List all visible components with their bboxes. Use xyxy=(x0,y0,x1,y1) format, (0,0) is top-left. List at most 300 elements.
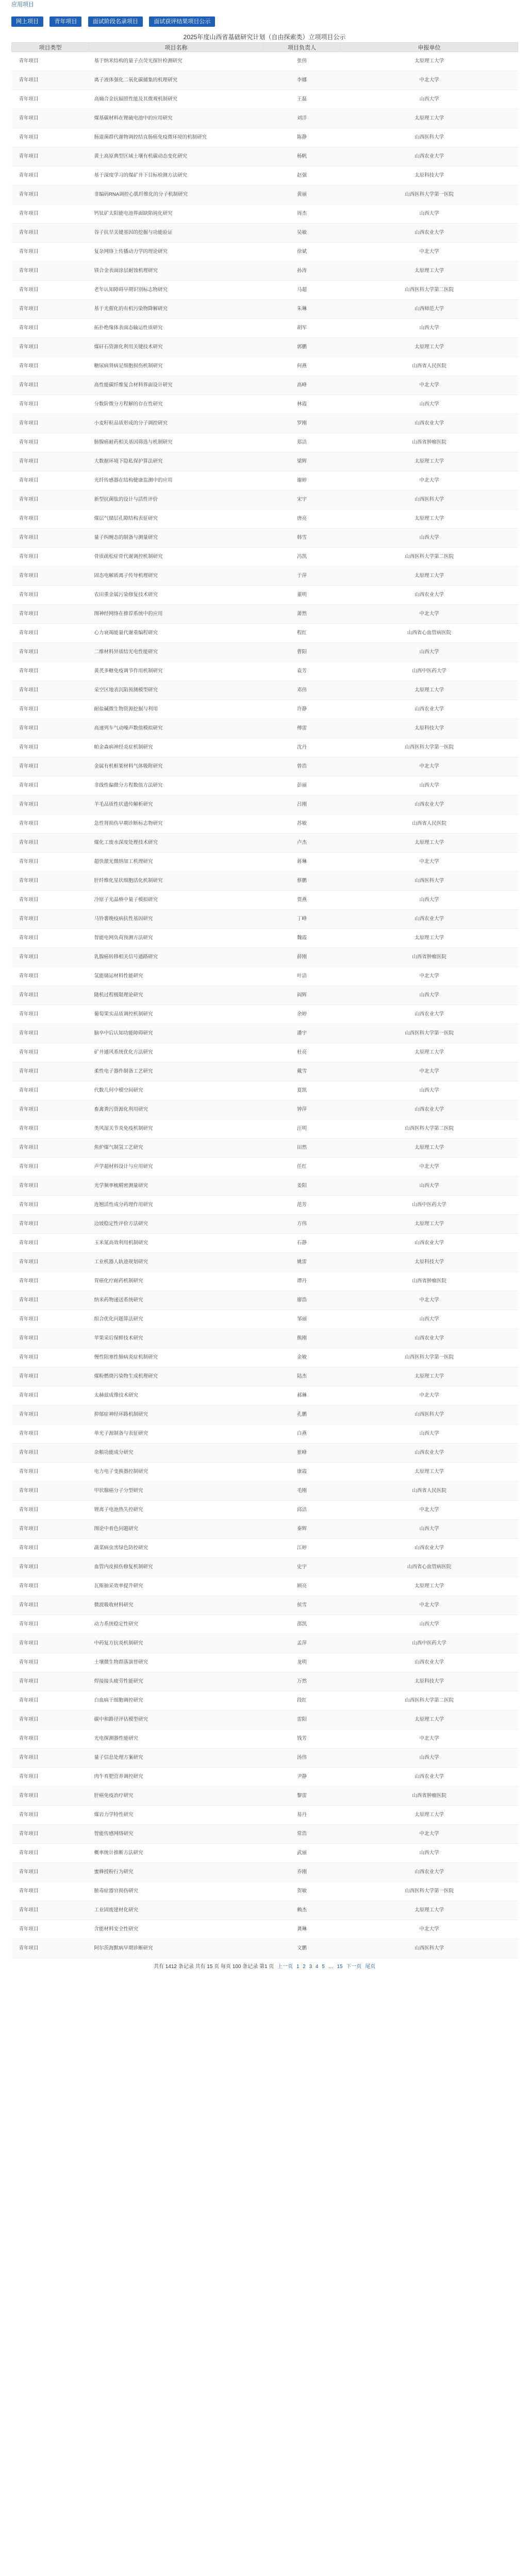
project-type-cell: 青年项目 xyxy=(12,1367,89,1386)
project-type-cell: 青年项目 xyxy=(12,1291,89,1310)
table-row xyxy=(12,319,518,338)
applicant-unit-cell: 山西大学 xyxy=(341,1615,518,1634)
project-name-cell: 二维材料异质结光电性能研究 xyxy=(89,643,263,662)
project-type-cell: 青年项目 xyxy=(12,1253,89,1272)
table-row xyxy=(12,1463,518,1482)
tab-bar xyxy=(0,9,529,32)
project-leader-cell: 谭丹 xyxy=(263,1272,341,1291)
project-type-cell: 青年项目 xyxy=(12,1634,89,1653)
page-link-1[interactable]: 1 xyxy=(296,1964,300,1970)
applicant-unit-cell: 山西医科大学 xyxy=(341,490,518,510)
project-type-cell: 青年项目 xyxy=(12,1215,89,1234)
project-name-cell: 固态电解质离子传导机理研究 xyxy=(89,567,263,586)
page-link-2[interactable]: 2 xyxy=(303,1964,306,1970)
table-row xyxy=(12,586,518,605)
project-name-cell: 焦炉煤气制氢工艺研究 xyxy=(89,1139,263,1158)
applicant-unit-cell: 太原理工大学 xyxy=(341,262,518,281)
project-leader-cell: 任红 xyxy=(263,1158,341,1177)
table-row xyxy=(12,262,518,281)
project-leader-cell: 金敏 xyxy=(263,1348,341,1367)
project-name-cell: 肉牛育肥营养调控研究 xyxy=(89,1768,263,1787)
applicant-unit-cell: 山西大学 xyxy=(341,205,518,224)
table-row xyxy=(12,1272,518,1291)
project-name-cell: 智能电网负荷预测方法研究 xyxy=(89,929,263,948)
project-name-cell: 基于深度学习的煤矿井下目标检测方法研究 xyxy=(89,166,263,185)
project-leader-cell: 文鹏 xyxy=(263,1939,341,1958)
project-leader-cell: 姜阳 xyxy=(263,1177,341,1196)
project-name-cell: 煤基碳材料在锂硫电池中的应用研究 xyxy=(89,109,263,128)
table-row xyxy=(12,795,518,815)
table-row xyxy=(12,1863,518,1882)
table-row xyxy=(12,1920,518,1939)
table-row xyxy=(12,662,518,681)
table-row xyxy=(12,300,518,319)
applicant-unit-cell: 太原科技大学 xyxy=(341,719,518,738)
table-row xyxy=(12,605,518,624)
table-row xyxy=(12,90,518,109)
project-type-cell: 青年项目 xyxy=(12,834,89,853)
project-leader-cell: 钱芳 xyxy=(263,1730,341,1749)
project-leader-cell: 汪明 xyxy=(263,1120,341,1139)
applicant-unit-cell: 山西农业大学 xyxy=(341,1539,518,1558)
project-name-cell: 肠道菌群代谢物调控结直肠癌免疫微环境的机制研究 xyxy=(89,128,263,147)
project-type-cell: 青年项目 xyxy=(12,738,89,757)
project-leader-cell: 熊刚 xyxy=(263,1329,341,1348)
applicant-unit-cell: 中北大学 xyxy=(341,1501,518,1520)
project-leader-cell: 程红 xyxy=(263,624,341,643)
project-name-cell: 采空区地表沉陷预测模型研究 xyxy=(89,681,263,700)
project-leader-cell: 韩雪 xyxy=(263,529,341,548)
project-name-cell: 碳中和路径评估模型研究 xyxy=(89,1710,263,1730)
table-row xyxy=(12,1901,518,1920)
table-row xyxy=(12,643,518,662)
project-leader-cell: 郭鹏 xyxy=(263,338,341,357)
applicant-unit-cell: 山西大学 xyxy=(341,1425,518,1444)
table-row xyxy=(12,624,518,643)
project-type-cell: 青年项目 xyxy=(12,1844,89,1863)
project-type-cell: 青年项目 xyxy=(12,1386,89,1405)
applicant-unit-cell: 山西农业大学 xyxy=(341,1329,518,1348)
project-leader-cell: 顾亮 xyxy=(263,1577,341,1596)
project-leader-cell: 郝琳 xyxy=(263,1386,341,1405)
project-type-cell: 青年项目 xyxy=(12,681,89,700)
project-leader-cell: 卢杰 xyxy=(263,834,341,853)
table-row xyxy=(12,967,518,986)
project-leader-cell: 余婷 xyxy=(263,1005,341,1024)
project-name-cell: 糖尿病肾病足细胞损伤机制研究 xyxy=(89,357,263,376)
applicant-unit-cell: 太原科技大学 xyxy=(341,166,518,185)
project-name-cell: 超快激光微纳加工机理研究 xyxy=(89,853,263,872)
project-type-cell: 青年项目 xyxy=(12,1520,89,1539)
prev-page-link[interactable]: 上一页 xyxy=(277,1964,293,1970)
table-row xyxy=(12,109,518,128)
table-row xyxy=(12,1730,518,1749)
project-name-cell: 含能材料安全性研究 xyxy=(89,1920,263,1939)
project-leader-cell: 冯凯 xyxy=(263,548,341,567)
project-type-cell: 青年项目 xyxy=(12,185,89,205)
project-name-cell: 氢能储运材料性能研究 xyxy=(89,967,263,986)
project-name-cell: 工业机器人轨迹规划研究 xyxy=(89,1253,263,1272)
project-name-cell: 高性能碳纤维复合材料界面设计研究 xyxy=(89,376,263,395)
table-row xyxy=(12,1367,518,1386)
applicant-unit-cell: 山西大学 xyxy=(341,891,518,910)
project-leader-cell: 易丹 xyxy=(263,1806,341,1825)
project-name-cell: 组合优化问题算法研究 xyxy=(89,1310,263,1329)
project-leader-cell: 杜亮 xyxy=(263,1043,341,1062)
project-leader-cell: 廖浩 xyxy=(263,1291,341,1310)
project-name-cell: 蔬菜病虫害绿色防控研究 xyxy=(89,1539,263,1558)
project-leader-cell: 傅雷 xyxy=(263,719,341,738)
project-name-cell: 甲状腺癌分子分型研究 xyxy=(89,1482,263,1501)
applicant-unit-cell: 山西省肿瘤医院 xyxy=(341,1272,518,1291)
table-row xyxy=(12,1482,518,1501)
table-row xyxy=(12,414,518,433)
project-name-cell: 帕金森病神经炎症机制研究 xyxy=(89,738,263,757)
table-row xyxy=(12,1939,518,1958)
project-name-cell: 纳米药物递送系统研究 xyxy=(89,1291,263,1310)
project-type-cell: 青年项目 xyxy=(12,281,89,300)
project-name-cell: 煤化工废水深度处理技术研究 xyxy=(89,834,263,853)
table-row xyxy=(12,166,518,185)
project-type-cell: 青年项目 xyxy=(12,891,89,910)
applicant-unit-cell: 山西医科大学第二医院 xyxy=(341,548,518,567)
project-type-cell: 青年项目 xyxy=(12,147,89,166)
project-name-cell: 分数阶微分方程解的存在性研究 xyxy=(89,395,263,414)
project-name-cell: 煤层气储层孔隙结构表征研究 xyxy=(89,510,263,529)
project-type-cell: 青年项目 xyxy=(12,1768,89,1787)
project-name-cell: 焊接接头疲劳性能研究 xyxy=(89,1672,263,1691)
project-type-cell: 青年项目 xyxy=(12,90,89,109)
applicant-unit-cell: 中北大学 xyxy=(341,71,518,90)
project-name-cell: 胃癌化疗耐药机制研究 xyxy=(89,1272,263,1291)
table-row xyxy=(12,1596,518,1615)
project-type-cell: 青年项目 xyxy=(12,357,89,376)
applicant-unit-cell: 太原理工大学 xyxy=(341,338,518,357)
applicant-unit-cell: 太原理工大学 xyxy=(341,1367,518,1386)
project-type-cell: 青年项目 xyxy=(12,1596,89,1615)
project-name-cell: 抑郁症神经环路机制研究 xyxy=(89,1405,263,1425)
project-leader-cell: 汤伟 xyxy=(263,1749,341,1768)
table-row xyxy=(12,1234,518,1253)
project-type-cell: 青年项目 xyxy=(12,414,89,433)
table-row xyxy=(12,1196,518,1215)
applicant-unit-cell: 山西农业大学 xyxy=(341,1100,518,1120)
applicant-unit-cell: 中北大学 xyxy=(341,376,518,395)
project-type-cell: 青年项目 xyxy=(12,1177,89,1196)
project-leader-cell: 乔刚 xyxy=(263,1863,341,1882)
project-type-cell: 青年项目 xyxy=(12,1329,89,1348)
project-type-cell: 青年项目 xyxy=(12,1710,89,1730)
project-name-cell: 谷子抗旱关键基因的挖掘与功能验证 xyxy=(89,224,263,243)
tab-online-projects[interactable]: 网上项目 xyxy=(11,16,43,27)
project-name-cell: 光纤传感器在结构健康监测中的应用 xyxy=(89,471,263,490)
table-row xyxy=(12,338,518,357)
project-type-cell: 青年项目 xyxy=(12,662,89,681)
project-leader-cell: 邓伟 xyxy=(263,681,341,700)
table-row xyxy=(12,243,518,262)
project-type-cell: 青年项目 xyxy=(12,338,89,357)
project-type-cell: 青年项目 xyxy=(12,109,89,128)
project-name-cell: 代数几何中模空间研究 xyxy=(89,1081,263,1100)
table-row xyxy=(12,1844,518,1863)
table-row xyxy=(12,815,518,834)
project-leader-cell: 崔峰 xyxy=(263,1444,341,1463)
project-leader-cell: 夏凯 xyxy=(263,1081,341,1100)
project-leader-cell: 马超 xyxy=(263,281,341,300)
table-row xyxy=(12,1024,518,1043)
project-name-cell: 脑卒中后认知功能障碍研究 xyxy=(89,1024,263,1043)
project-name-cell: 中药复方抗炎机制研究 xyxy=(89,1634,263,1653)
page-ellipsis: … xyxy=(328,1964,334,1970)
page-link-3[interactable]: 3 xyxy=(309,1964,312,1970)
project-leader-cell: 龚琳 xyxy=(263,1920,341,1939)
project-leader-cell: 宋宇 xyxy=(263,490,341,510)
project-type-cell: 青年项目 xyxy=(12,1100,89,1120)
project-leader-cell: 阎辉 xyxy=(263,986,341,1005)
project-name-cell: 慢性阻塞性肺病炎症机制研究 xyxy=(89,1348,263,1367)
project-leader-cell: 薛刚 xyxy=(263,948,341,967)
project-leader-cell: 贾燕 xyxy=(263,891,341,910)
project-name-cell: 动力系统稳定性研究 xyxy=(89,1615,263,1634)
project-leader-cell: 于萍 xyxy=(263,567,341,586)
project-name-cell: 连翘活性成分药理作用研究 xyxy=(89,1196,263,1215)
applicant-unit-cell: 山西省人民医院 xyxy=(341,1482,518,1501)
project-leader-cell: 魏霞 xyxy=(263,929,341,948)
tab-interview-results[interactable]: 面试获评结果项目公示 xyxy=(149,16,215,27)
project-type-cell: 青年项目 xyxy=(12,1425,89,1444)
project-name-cell: 量子信息处理方案研究 xyxy=(89,1749,263,1768)
project-name-cell: 玉米氮高效利用机制研究 xyxy=(89,1234,263,1253)
project-type-cell: 青年项目 xyxy=(12,471,89,490)
project-name-cell: 智能传感网络研究 xyxy=(89,1825,263,1844)
page-link-4[interactable]: 4 xyxy=(315,1964,319,1970)
table-row xyxy=(12,834,518,853)
table-row xyxy=(12,1787,518,1806)
project-type-cell: 青年项目 xyxy=(12,1539,89,1558)
breadcrumb[interactable]: 应用项目 xyxy=(11,2,34,8)
applicant-unit-cell: 中北大学 xyxy=(341,1386,518,1405)
table-row xyxy=(12,738,518,757)
table-row xyxy=(12,1310,518,1329)
next-page-link[interactable]: 下一页 xyxy=(346,1964,362,1970)
applicant-unit-cell: 中北大学 xyxy=(341,605,518,624)
table-row xyxy=(12,1291,518,1310)
table-row xyxy=(12,776,518,795)
project-leader-cell: 武丽 xyxy=(263,1844,341,1863)
project-name-cell: 类风湿关节炎免疫机制研究 xyxy=(89,1120,263,1139)
project-name-cell: 血管内皮损伤修复机制研究 xyxy=(89,1558,263,1577)
project-type-cell: 青年项目 xyxy=(12,1272,89,1291)
applicant-unit-cell: 太原理工大学 xyxy=(341,1710,518,1730)
page-link-5[interactable]: 5 xyxy=(322,1964,325,1970)
project-type-cell: 青年项目 xyxy=(12,967,89,986)
project-leader-cell: 罗刚 xyxy=(263,414,341,433)
applicant-unit-cell: 山西农业大学 xyxy=(341,910,518,929)
applicant-unit-cell: 山西大学 xyxy=(341,1310,518,1329)
project-leader-cell: 邱洁 xyxy=(263,1501,341,1520)
page-link-last-number[interactable]: 15 xyxy=(337,1964,343,1970)
project-leader-cell: 郑洁 xyxy=(263,433,341,452)
project-type-cell: 青年项目 xyxy=(12,757,89,776)
project-name-cell: 黄芪多糖免疫调节作用机制研究 xyxy=(89,662,263,681)
project-type-cell: 青年项目 xyxy=(12,1158,89,1177)
project-name-cell: 矿井通风系统优化方法研究 xyxy=(89,1043,263,1062)
applicant-unit-cell: 山西医科大学第一医院 xyxy=(341,738,518,757)
applicant-unit-cell: 太原理工大学 xyxy=(341,1215,518,1234)
project-name-cell: 农田重金属污染修复技术研究 xyxy=(89,586,263,605)
project-leader-cell: 萧然 xyxy=(263,605,341,624)
table-row xyxy=(12,1558,518,1577)
project-type-cell: 青年项目 xyxy=(12,1749,89,1768)
applicant-unit-cell: 太原理工大学 xyxy=(341,109,518,128)
project-leader-cell: 张伟 xyxy=(263,52,341,71)
applicant-unit-cell: 太原理工大学 xyxy=(341,929,518,948)
project-leader-cell: 沈丹 xyxy=(263,738,341,757)
applicant-unit-cell: 太原理工大学 xyxy=(341,1577,518,1596)
applicant-unit-cell: 中北大学 xyxy=(341,243,518,262)
project-type-cell: 青年项目 xyxy=(12,71,89,90)
table-row xyxy=(12,719,518,738)
applicant-unit-cell: 山西农业大学 xyxy=(341,414,518,433)
project-leader-cell: 谢婷 xyxy=(263,471,341,490)
project-name-cell: 脓毒症器官损伤研究 xyxy=(89,1882,263,1901)
table-row xyxy=(12,471,518,490)
project-type-cell: 青年项目 xyxy=(12,510,89,529)
project-type-cell: 青年项目 xyxy=(12,719,89,738)
project-name-cell: 微波吸收材料研究 xyxy=(89,1596,263,1615)
applicant-unit-cell: 山西农业大学 xyxy=(341,1234,518,1253)
last-page-link[interactable]: 尾页 xyxy=(365,1964,376,1970)
project-name-cell: 大数据环境下隐私保护算法研究 xyxy=(89,452,263,471)
applicant-unit-cell: 太原科技大学 xyxy=(341,1253,518,1272)
table-row xyxy=(12,1749,518,1768)
project-leader-cell: 周杰 xyxy=(263,205,341,224)
project-type-cell: 青年项目 xyxy=(12,1120,89,1139)
tab-youth-projects[interactable]: 青年项目 xyxy=(49,16,81,27)
project-name-cell: 小麦籽粒品质形成的分子调控研究 xyxy=(89,414,263,433)
project-leader-cell: 赵强 xyxy=(263,166,341,185)
project-leader-cell: 戴雪 xyxy=(263,1062,341,1081)
table-row xyxy=(12,376,518,395)
applicant-unit-cell: 山西省心血管病医院 xyxy=(341,624,518,643)
project-leader-cell: 白燕 xyxy=(263,1425,341,1444)
table-row xyxy=(12,1158,518,1177)
project-leader-cell: 侯雪 xyxy=(263,1596,341,1615)
project-leader-cell: 朱琳 xyxy=(263,300,341,319)
project-name-cell: 苹果采后保鲜技术研究 xyxy=(89,1329,263,1348)
project-table xyxy=(11,42,518,1958)
table-row xyxy=(12,1501,518,1520)
project-type-cell: 青年项目 xyxy=(12,1558,89,1577)
project-leader-cell: 苏敏 xyxy=(263,815,341,834)
project-type-cell: 青年项目 xyxy=(12,1939,89,1958)
project-type-cell: 青年项目 xyxy=(12,224,89,243)
project-name-cell: 煤粉燃烧污染物生成机理研究 xyxy=(89,1367,263,1386)
project-leader-cell: 范芳 xyxy=(263,1196,341,1215)
project-name-cell: 心力衰竭能量代谢重编程研究 xyxy=(89,624,263,643)
table-row xyxy=(12,1672,518,1691)
project-name-cell: 乳腺癌转移相关信号通路研究 xyxy=(89,948,263,967)
table-row xyxy=(12,1348,518,1367)
table-row xyxy=(12,71,518,90)
project-leader-cell: 方伟 xyxy=(263,1215,341,1234)
applicant-unit-cell: 山西中医药大学 xyxy=(341,1196,518,1215)
table-row xyxy=(12,452,518,471)
project-type-cell: 青年项目 xyxy=(12,1348,89,1367)
project-name-cell: 畜禽粪污资源化利用研究 xyxy=(89,1100,263,1120)
project-name-cell: 基于光催化的有机污染物降解研究 xyxy=(89,300,263,319)
applicant-unit-cell: 太原理工大学 xyxy=(341,567,518,586)
table-row xyxy=(12,910,518,929)
applicant-unit-cell: 山西大学 xyxy=(341,643,518,662)
applicant-unit-cell: 山西省人民医院 xyxy=(341,815,518,834)
project-name-cell: 镁合金表面涂层耐蚀机理研究 xyxy=(89,262,263,281)
project-type-cell: 青年项目 xyxy=(12,452,89,471)
project-name-cell: 柔性电子器件制备工艺研究 xyxy=(89,1062,263,1081)
project-type-cell: 青年项目 xyxy=(12,1005,89,1024)
applicant-unit-cell: 山西医科大学第一医院 xyxy=(341,1024,518,1043)
table-row xyxy=(12,1386,518,1405)
project-type-cell: 青年项目 xyxy=(12,128,89,147)
table-row xyxy=(12,357,518,376)
table-row xyxy=(12,1539,518,1558)
project-type-cell: 青年项目 xyxy=(12,490,89,510)
table-row xyxy=(12,1253,518,1272)
table-row xyxy=(12,1215,518,1234)
project-leader-cell: 康霞 xyxy=(263,1463,341,1482)
project-leader-cell: 彭丽 xyxy=(263,776,341,795)
applicant-unit-cell: 中北大学 xyxy=(341,1596,518,1615)
applicant-unit-cell: 山西大学 xyxy=(341,1081,518,1100)
project-name-cell: 杂粮功能成分研究 xyxy=(89,1444,263,1463)
applicant-unit-cell: 中北大学 xyxy=(341,1920,518,1939)
applicant-unit-cell: 山西省肿瘤医院 xyxy=(341,1787,518,1806)
project-type-cell: 青年项目 xyxy=(12,1482,89,1501)
project-leader-cell: 杨帆 xyxy=(263,147,341,166)
project-leader-cell: 尹静 xyxy=(263,1768,341,1787)
pagination xyxy=(0,1962,529,1972)
applicant-unit-cell: 中北大学 xyxy=(341,967,518,986)
applicant-unit-cell: 山西大学 xyxy=(341,986,518,1005)
project-name-cell: 光学频率梳精密测量研究 xyxy=(89,1177,263,1196)
project-leader-cell: 胡军 xyxy=(263,319,341,338)
project-leader-cell: 段红 xyxy=(263,1691,341,1710)
project-name-cell: 图神经网络在推荐系统中的应用 xyxy=(89,605,263,624)
table-row xyxy=(12,567,518,586)
project-type-cell: 青年项目 xyxy=(12,319,89,338)
applicant-unit-cell: 山西省人民医院 xyxy=(341,357,518,376)
applicant-unit-cell: 山西医科大学第二医院 xyxy=(341,1691,518,1710)
project-name-cell: 声学超材料设计与应用研究 xyxy=(89,1158,263,1177)
applicant-unit-cell: 山西大学 xyxy=(341,319,518,338)
project-type-cell: 青年项目 xyxy=(12,243,89,262)
table-row xyxy=(12,929,518,948)
project-name-cell: 马铃薯晚疫病抗性基因研究 xyxy=(89,910,263,929)
project-type-cell: 青年项目 xyxy=(12,166,89,185)
project-leader-cell: 高峰 xyxy=(263,376,341,395)
project-type-cell: 青年项目 xyxy=(12,1863,89,1882)
applicant-unit-cell: 中北大学 xyxy=(341,471,518,490)
project-leader-cell: 邹丽 xyxy=(263,1310,341,1329)
table-row xyxy=(12,1005,518,1024)
tab-interview-list[interactable]: 面试阶段名录项目 xyxy=(88,16,143,27)
project-type-cell: 青年项目 xyxy=(12,1444,89,1463)
project-name-cell: 肺腺癌耐药相关基因筛选与机制研究 xyxy=(89,433,263,452)
table-body xyxy=(12,52,518,1958)
project-name-cell: 复杂网络上传播动力学的理论研究 xyxy=(89,243,263,262)
project-leader-cell: 石静 xyxy=(263,1234,341,1253)
applicant-unit-cell: 中北大学 xyxy=(341,757,518,776)
